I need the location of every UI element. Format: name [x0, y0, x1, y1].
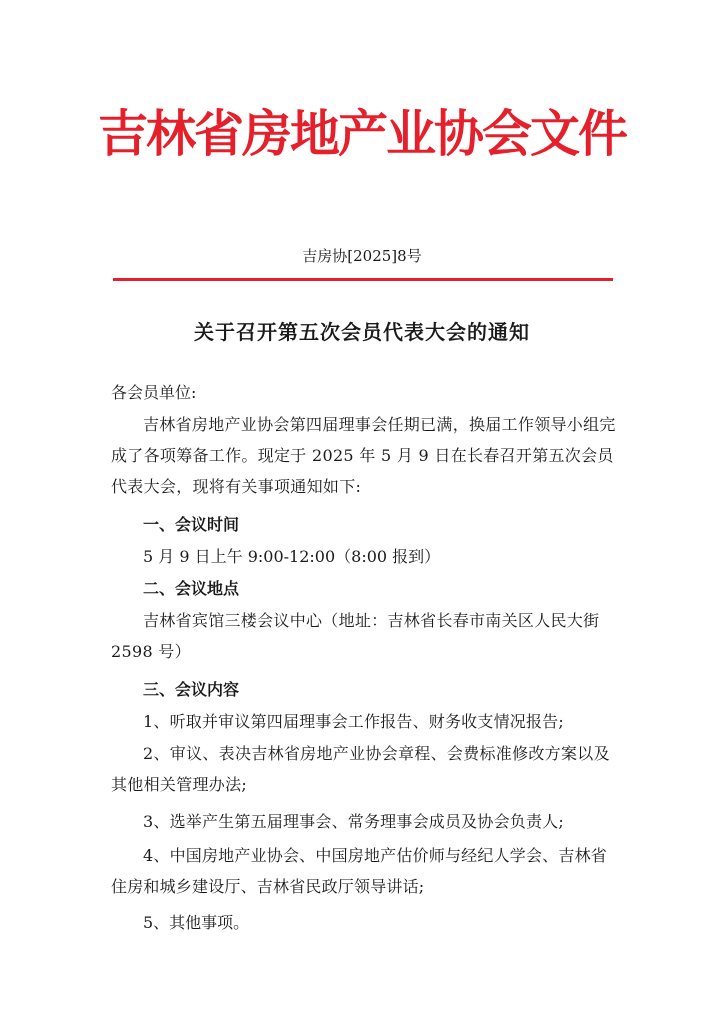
document-number: 吉房协[2025]8号	[302, 247, 422, 265]
notice-title: 关于召开第五次会员代表大会的通知	[194, 320, 530, 344]
section-heading-location: 二、会议地点	[143, 579, 240, 598]
agenda-item: 3、选举产生第五届理事会、常务理事会成员及协会负责人;	[143, 812, 564, 831]
section-heading-time: 一、会议时间	[143, 515, 240, 534]
addressee: 各会员单位:	[111, 383, 197, 402]
agenda-item: 1、听取并审议第四届理事会工作报告、财务收支情况报告;	[143, 712, 564, 731]
section-heading-agenda: 三、会议内容	[143, 680, 240, 699]
agenda-item: 4、中国房地产业协会、中国房地产估价师与经纪人学会、吉林省住房和城乡建设厅、吉林省民政厅领导讲话;	[111, 846, 607, 896]
issuer-header-title: 吉林省房地产业协会文件	[98, 105, 626, 163]
section-content-time: 5 月 9 日上午 9:00-12:00（8:00 报到）	[143, 547, 441, 566]
intro-paragraph: 吉林省房地产业协会第四届理事会任期已满，换届工作领导小组完成了各项筹备工作。现定于 2025 年 5 月 9 日在长春召开第五次会员代表大会，现将有关事项通知如下:	[111, 415, 616, 496]
agenda-item: 2、审议、表决吉林省房地产业协会章程、会费标准修改方案以及其他相关管理办法;	[111, 744, 610, 794]
red-divider-rule	[113, 278, 613, 281]
section-content-location: 吉林省宾馆三楼会议中心（地址：吉林省长春市南关区人民大街 2598 号）	[111, 611, 600, 661]
agenda-item: 5、其他事项。	[143, 913, 250, 932]
